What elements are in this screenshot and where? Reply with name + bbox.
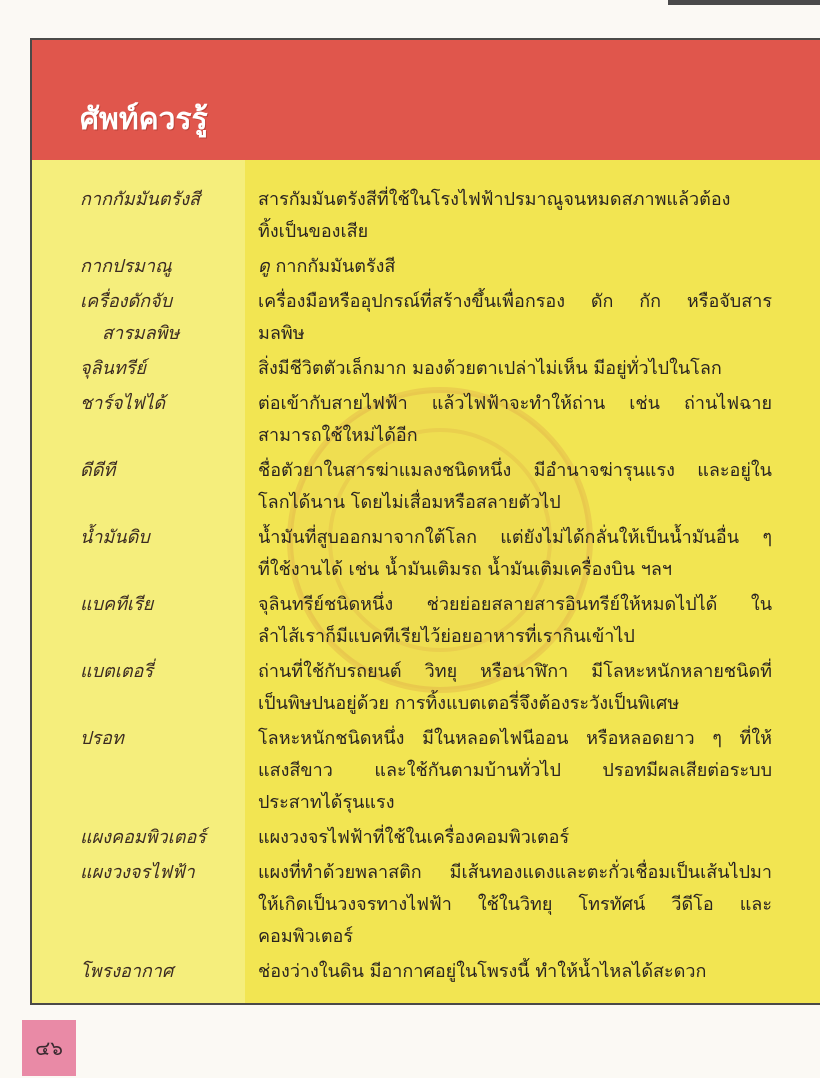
definition-line: น้ำมันที่สูบออกมาจากใต้โลก แต่ยังไม่ได้กลั่นให้เป็นน้ำมันอื่น ๆ <box>258 527 772 548</box>
glossary-entry <box>80 589 810 653</box>
glossary-definition <box>258 656 772 720</box>
term-line: ดีดีที <box>80 460 116 481</box>
glossary-definition <box>258 286 772 350</box>
definition-line: เป็นพิษปนอยู่ด้วย การทิ้งแบตเตอรี่จึงต้องระวังเป็นพิเศษ <box>258 693 680 714</box>
definition-line: ถ่านที่ใช้กับรถยนต์ วิทยุ หรือนาฬิกา มีโลหะหนักหลายชนิดที่ <box>258 661 772 682</box>
glossary-term <box>80 455 258 519</box>
definition-line: แผงวงจรไฟฟ้าที่ใช้ในเครื่องคอมพิวเตอร์ <box>258 827 570 848</box>
term-line: แผงวงจรไฟฟ้า <box>80 862 195 883</box>
glossary-header <box>32 40 820 160</box>
definition-line: ชื่อตัวยาในสารฆ่าแมลงชนิดหนึ่ง มีอำนาจฆ่ารุนแรง และอยู่ใน <box>258 460 772 481</box>
term-line: แบตเตอรี่ <box>80 661 154 682</box>
glossary-entry <box>80 455 810 519</box>
term-line: ชาร์จไฟได้ <box>80 393 166 414</box>
glossary-entry <box>80 956 810 988</box>
glossary-entry <box>80 388 810 452</box>
glossary-definition <box>258 455 772 519</box>
glossary-term <box>80 184 258 248</box>
glossary-entry <box>80 822 810 854</box>
glossary-definition <box>258 184 772 248</box>
glossary-definition <box>258 388 772 452</box>
definition-line: โลกได้นาน โดยไม่เสื่อมหรือสลายตัวไป <box>258 492 561 513</box>
definition-line: แผงที่ทำด้วยพลาสติก มีเส้นทองแดงและตะกั่วเชื่อมเป็นเส้นไปมา <box>258 862 772 883</box>
glossary-term <box>80 589 258 653</box>
definition-line <box>258 251 772 283</box>
definition-line: ต่อเข้ากับสายไฟฟ้า แล้วไฟฟ้าจะทำให้ถ่าน เช่น ถ่านไฟฉาย <box>258 393 772 414</box>
glossary-entry <box>80 286 810 350</box>
glossary-term <box>80 286 258 350</box>
glossary-term <box>80 251 258 283</box>
glossary-term <box>80 956 258 988</box>
glossary-term <box>80 857 258 953</box>
definition-line: ลำไส้เราก็มีแบคทีเรียไว้ย่อยอาหารที่เรากินเข้าไป <box>258 626 635 647</box>
glossary-list <box>80 184 810 991</box>
term-line: น้ำมันดิบ <box>80 527 150 548</box>
glossary-term <box>80 656 258 720</box>
glossary-entry <box>80 251 810 283</box>
glossary-entry <box>80 184 810 248</box>
term-line: แผงคอมพิวเตอร์ <box>80 827 206 848</box>
glossary-term <box>80 353 258 385</box>
page-number: ๔๖ <box>35 1036 63 1060</box>
glossary-term <box>80 522 258 586</box>
term-line: จุลินทรีย์ <box>80 358 146 379</box>
glossary-definition <box>258 522 772 586</box>
definition-line: จุลินทรีย์ชนิดหนึ่ง ช่วยย่อยสลายสารอินทรีย์ให้หมดไปได้ ใน <box>258 594 772 615</box>
glossary-definition <box>258 589 772 653</box>
definition-line: สามารถใช้ใหม่ได้อีก <box>258 425 418 446</box>
glossary-definition <box>258 822 772 854</box>
glossary-term <box>80 723 258 819</box>
term-line: กากปรมาณู <box>80 256 172 277</box>
term-line: ปรอท <box>80 728 124 749</box>
see-also-label: ดู <box>258 256 270 277</box>
definition-line: คอมพิวเตอร์ <box>258 926 354 947</box>
definition-line: มลพิษ <box>258 323 305 344</box>
glossary-term <box>80 822 258 854</box>
term-line: เครื่องดักจับ <box>80 291 173 312</box>
definition-line: แสงสีขาว และใช้กันตามบ้านทั่วไป ปรอทมีผลเสียต่อระบบ <box>258 760 772 781</box>
glossary-entry <box>80 353 810 385</box>
glossary-definition <box>258 857 772 953</box>
definition-line: ประสาทได้รุนแรง <box>258 792 395 813</box>
definition-line: ทิ้งเป็นของเสีย <box>258 221 369 242</box>
definition-line: ที่ใช้งานได้ เช่น น้ำมันเติมรถ น้ำมันเติมเครื่องบิน ฯลฯ <box>258 559 672 580</box>
term-line: กากกัมมันตรังสี <box>80 189 200 210</box>
definition-line: สิ่งมีชีวิตตัวเล็กมาก มองด้วยตาเปล่าไม่เห็น มีอยู่ทั่วไปในโลก <box>258 358 722 379</box>
glossary-definition <box>258 353 772 385</box>
glossary-entry <box>80 857 810 953</box>
term-line: สารมลพิษ <box>102 323 180 344</box>
definition-line: ให้เกิดเป็นวงจรทางไฟฟ้า ใช้ในวิทยุ โทรทัศน์ วีดีโอ และ <box>258 894 772 915</box>
definition-line: เครื่องมือหรืออุปกรณ์ที่สร้างขึ้นเพื่อกรอง ดัก กัก หรือจับสาร <box>258 291 772 312</box>
scan-edge <box>668 0 820 5</box>
term-line: แบคทีเรีย <box>80 594 154 615</box>
glossary-entry <box>80 656 810 720</box>
glossary-entry <box>80 522 810 586</box>
see-also-target: กากกัมมันตรังสี <box>275 256 396 277</box>
glossary-box <box>30 38 820 1005</box>
glossary-definition <box>258 251 772 283</box>
term-line: โพรงอากาศ <box>80 961 174 982</box>
glossary-definition <box>258 956 772 988</box>
page-title: ศัพท์ควรรู้ <box>80 102 208 137</box>
page-number-tab <box>22 1020 76 1076</box>
definition-line: ช่องว่างในดิน มีอากาศอยู่ในโพรงนี้ ทำให้น้ำไหลได้สะดวก <box>258 961 707 982</box>
glossary-entry <box>80 723 810 819</box>
definition-line: โลหะหนักชนิดหนึ่ง มีในหลอดไฟนีออน หรือหลอดยาว ๆ ที่ให้ <box>258 728 772 749</box>
glossary-definition <box>258 723 772 819</box>
glossary-term <box>80 388 258 452</box>
definition-line: สารกัมมันตรังสีที่ใช้ในโรงไฟฟ้าปรมาณูจนหมดสภาพแล้วต้อง <box>258 189 731 210</box>
